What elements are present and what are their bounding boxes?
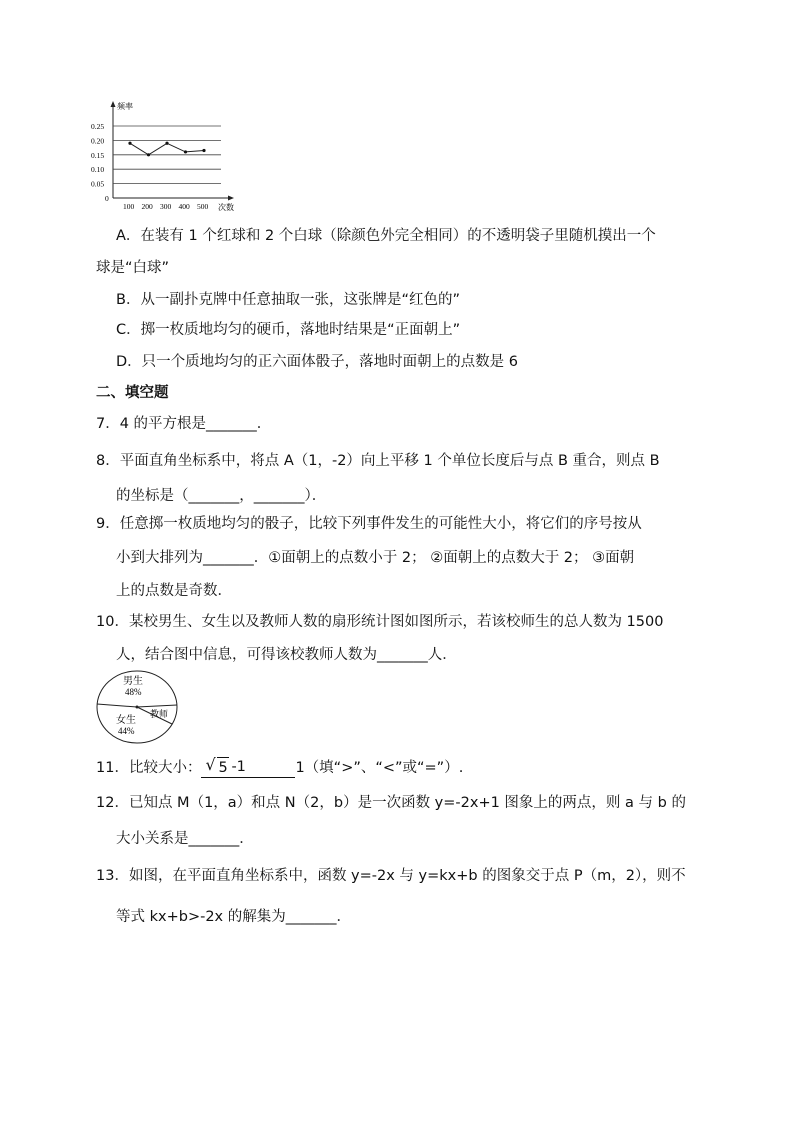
- data-point: [184, 150, 187, 153]
- question-8-line2: 的坐标是（_______，_______）．: [116, 488, 327, 504]
- x-axis-arrow-icon: [228, 196, 234, 201]
- pie-chart: [94, 668, 184, 746]
- data-point: [165, 142, 168, 145]
- pie-label-teacher: 教师: [150, 709, 169, 719]
- q11-radicand: 5: [217, 757, 228, 778]
- question-7: 7．4 的平方根是_______．: [96, 416, 272, 432]
- pie-label-female: 女生: [116, 715, 136, 726]
- q11-minus-one: -1: [231, 759, 246, 775]
- question-10-line1: 10．某校男生、女生以及教师人数的扇形统计图如图所示，若该校师生的总人数为 1500: [96, 614, 664, 630]
- question-12-line2: 大小关系是_______．: [116, 831, 254, 847]
- question-13-line1: 13．如图，在平面直角坐标系中，函数 y=-2x 与 y=kx+b 的图象交于点 P（m，2），则不: [96, 868, 686, 884]
- q11-sqrt-expression: [201, 757, 295, 778]
- question-10-line2: 人，结合图中信息，可得该校教师人数为_______人．: [116, 647, 457, 663]
- q6-option-c: C．掷一枚质地均匀的硬币，落地时结果是“正面朝上”: [116, 322, 461, 338]
- question-9-line1: 9．任意掷一枚质地均匀的骰子，比较下列事件发生的可能性大小，将它们的序号按从: [96, 516, 642, 532]
- pie-pct-female: 44%: [118, 726, 135, 736]
- y-tick-label: 0.25: [91, 122, 105, 131]
- x-tick-label: 500: [197, 202, 209, 211]
- x-tick-label: 400: [178, 202, 190, 211]
- pie-center: [136, 706, 139, 709]
- question-11: [96, 757, 463, 778]
- x-tick-label: 300: [160, 202, 172, 211]
- question-9-line2: 小到大排列为_______．①面朝上的点数小于 2； ②面朝上的点数大于 2； ③面朝: [116, 550, 635, 566]
- q11-prefix: 11．比较大小：: [96, 760, 202, 776]
- x-tick-label: 200: [141, 202, 153, 211]
- question-9-line3: 上的点数是奇数．: [116, 583, 232, 599]
- pie-pct-male: 48%: [125, 687, 142, 697]
- data-point: [128, 142, 131, 145]
- q6-option-b: B．从一副扑克牌中任意抽取一张，这张牌是“红色的”: [116, 292, 460, 308]
- y-tick-label: 0.10: [91, 165, 105, 175]
- pie-label-male: 男生: [123, 676, 143, 687]
- x-axis-label: 次数: [218, 203, 234, 212]
- question-8-line1: 8．平面直角坐标系中，将点 A（1，-2）向上平移 1 个单位长度后与点 B 重合，则点 B: [96, 453, 660, 469]
- question-12-line1: 12．已知点 M（1，a）和点 N（2，b）是一次函数 y=-2x+1 图象上的两点，则 a 与 b 的: [96, 795, 686, 811]
- section-title: 二、填空题: [96, 385, 169, 401]
- series-line: [130, 143, 204, 155]
- y-axis-arrow-icon: [111, 101, 116, 107]
- data-point: [202, 149, 205, 152]
- y-tick-label: 0: [105, 194, 109, 203]
- radical-sign-icon: √: [205, 755, 216, 774]
- q6-option-a-line1: A．在装有 1 个红球和 2 个白球（除颜色外完全相同）的不透明袋子里随机摸出一个: [116, 228, 656, 244]
- question-13-line2: 等式 kx+b>-2x 的解集为_______．: [116, 909, 351, 925]
- y-axis-label: 频率: [117, 102, 133, 111]
- y-tick-label: 0.05: [91, 179, 105, 189]
- frequency-line-chart: [88, 98, 248, 214]
- y-tick-label: 0.20: [91, 136, 105, 146]
- y-tick-label: 0.15: [91, 150, 105, 160]
- q6-option-a-line2: 球是“白球”: [96, 260, 170, 276]
- q11-suffix: 1（填“>”、“<”或“=”）.: [295, 760, 464, 776]
- q6-option-d: D．只一个质地均匀的正六面体骰子，落地时面朝上的点数是 6: [116, 354, 518, 370]
- data-point: [147, 153, 150, 156]
- x-tick-label: 100: [123, 202, 135, 211]
